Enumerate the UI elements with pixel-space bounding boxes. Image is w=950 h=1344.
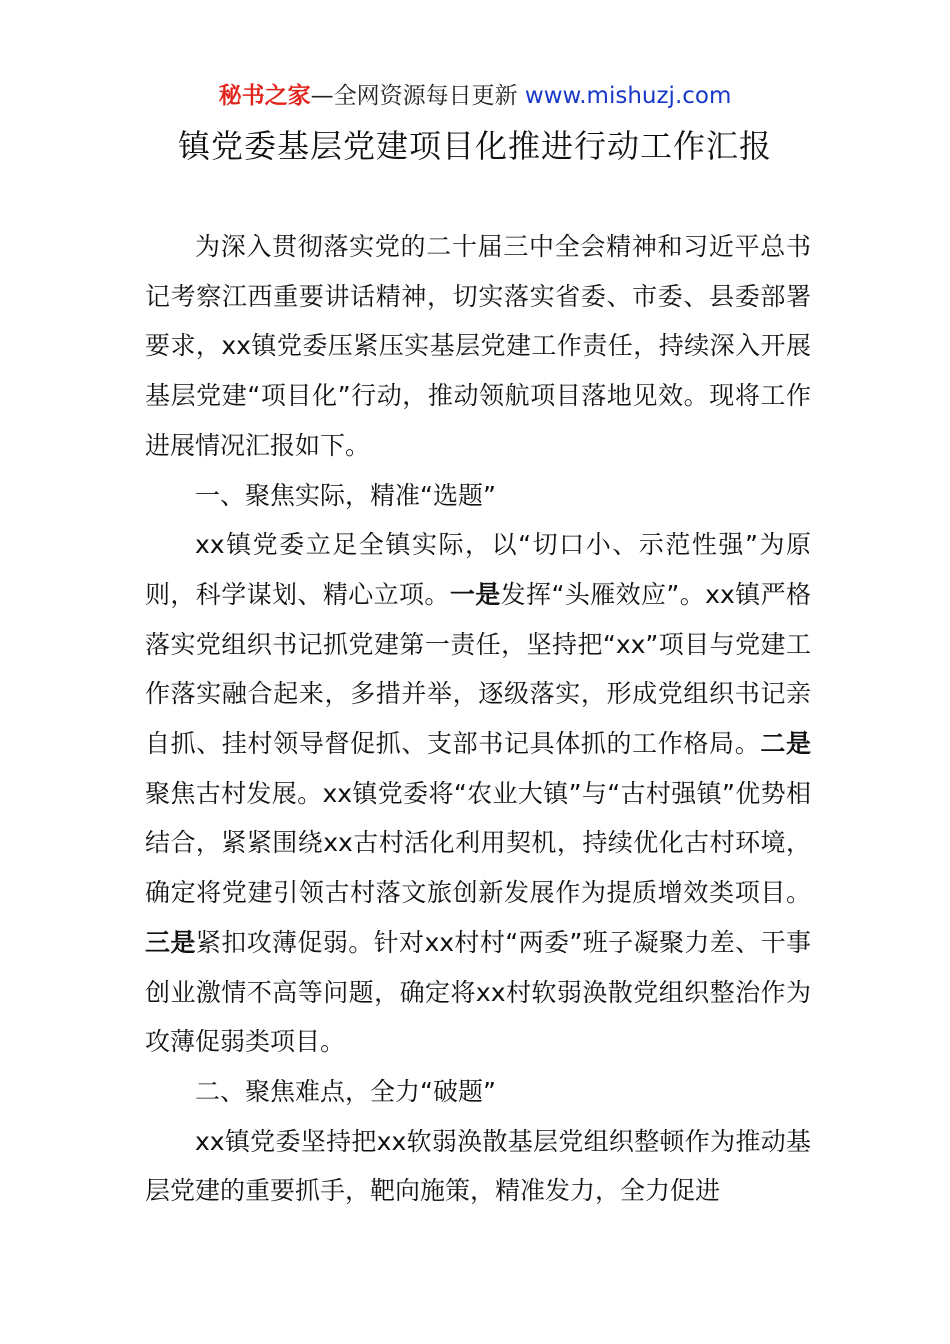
section-1-text-c: 聚焦古村发展。xx镇党委将“农业大镇”与“古村强镇”优势相结合，紧紧围绕xx古村活化利用契机，持续优化古村环境，确定将党建引领古村落文旅创新发展作为提质增效类项目。: [145, 778, 811, 908]
point-3-label: 三是: [145, 927, 196, 957]
document-body: [145, 222, 811, 1216]
section-1-text-a: xx镇党委立足全镇实际，以“切口小、示范性强”为原则，科学谋划、精心立项。: [145, 530, 811, 609]
section-1-text-d: 紧扣攻薄促弱。针对xx村村“两委”班子凝聚力差、干事创业激情不高等问题，确定将xx村软弱涣散党组织整治作为攻薄促弱类项目。: [145, 927, 811, 1057]
section-1-paragraph: [145, 520, 811, 1067]
section-1-heading: 一、聚焦实际，精准“选题”: [195, 480, 496, 510]
document-title: 镇党委基层党建项目化推进行动工作汇报: [177, 127, 772, 165]
point-1-label: 一是: [449, 579, 501, 609]
intro-paragraph: 为深入贯彻落实党的二十届三中全会精神和习近平总书记考察江西重要讲话精神，切实落实省委、市委、县委部署要求，xx镇党委压紧压实基层党建工作责任，持续深入开展基层党建“项目化”行动，推动领航项目落地见效。现将工作进展情况汇报如下。: [145, 232, 811, 460]
point-2-label: 二是: [760, 729, 811, 759]
brand-tagline: —全网资源每日更新: [310, 83, 518, 109]
watermark-header: [0, 80, 950, 112]
section-2-heading: 二、聚焦难点，全力“破题”: [195, 1076, 496, 1106]
section-1-text-b: 发挥“头雁效应”。xx镇严格落实党组织书记抓党建第一责任，坚持把“xx”项目与党建工作落实融合起来，多措并举，逐级落实，形成党组织书记亲自抓、挂村领导督促抓、支部书记具体抓的工作格局。: [145, 579, 811, 759]
brand-name: 秘书之家: [218, 83, 311, 109]
section-2-paragraph: xx镇党委坚持把xx软弱涣散基层党组织整顿作为推动基层党建的重要抓手，靶向施策，精准发力，全力促进: [145, 1126, 811, 1206]
site-link[interactable]: www.mishuzj.com: [524, 83, 732, 109]
